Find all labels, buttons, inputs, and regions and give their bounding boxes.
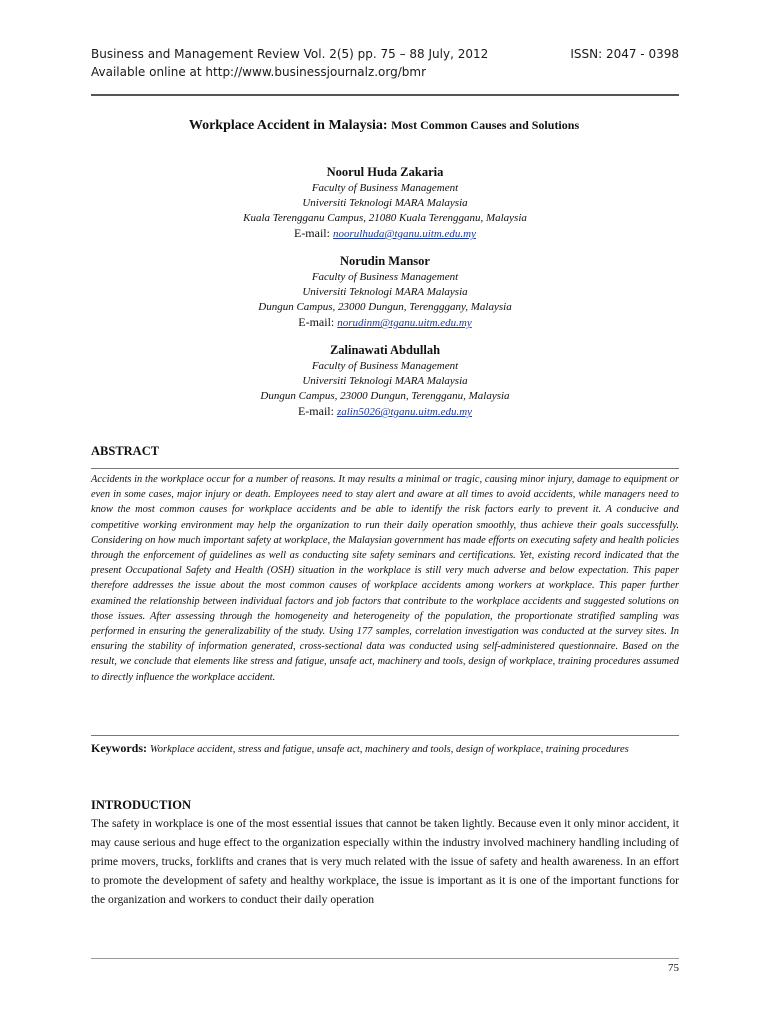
online-availability: Available online at http://www.businessjournalz.org/bmr	[91, 65, 427, 79]
author-name: Zalinawati Abdullah	[329, 343, 441, 357]
author-university: Universiti Teknologi MARA Malaysia	[302, 375, 468, 387]
email-label: E-mail:	[293, 226, 333, 240]
keywords-text: Workplace accident, stress and fatigue, unsafe act, machinery and tools, design of workplace, training procedures	[150, 744, 629, 755]
page-number: 75	[668, 962, 679, 974]
author-campus: Kuala Terengganu Campus, 21080 Kuala Terengganu, Malaysia	[243, 212, 527, 224]
author-faculty: Faculty of Business Management	[311, 182, 459, 194]
author-email-line	[91, 315, 679, 331]
header-rule	[91, 94, 679, 96]
email-label: E-mail:	[298, 315, 338, 329]
author-block	[91, 163, 679, 242]
journal-header	[91, 47, 679, 61]
keywords-label: Keywords:	[91, 741, 150, 755]
paper-title	[0, 118, 768, 134]
author-university: Universiti Teknologi MARA Malaysia	[302, 197, 468, 209]
author-email-line	[91, 404, 679, 420]
keywords	[91, 741, 679, 758]
author-faculty: Faculty of Business Management	[311, 360, 459, 372]
abstract-bottom-rule	[91, 735, 679, 736]
author-university: Universiti Teknologi MARA Malaysia	[302, 286, 468, 298]
abstract-heading: ABSTRACT	[91, 444, 160, 458]
author-name: Norudin Mansor	[340, 254, 430, 268]
author-name: Noorul Huda Zakaria	[326, 165, 444, 179]
author-email-link[interactable]: noorulhuda@tganu.uitm.edu.my	[332, 228, 477, 240]
author-email-link[interactable]: norudinm@tganu.uitm.edu.my	[337, 317, 472, 329]
introduction-text: The safety in workplace is one of the most essential issues that cannot be taken lightly. Because even it only minor accident, it may cause serious and huge effect to the organization especially within the industry involved machinery handling including of prime movers, trucks, forklifts and cranes that is very much related with the issue of safety and health awareness. In an effort to promote the development of safety and healthy workplace, the issue is important as it is one of the important functions for the organization and workers to conduct their daily operation	[91, 817, 679, 906]
title-main: Workplace Accident in Malaysia:	[188, 118, 392, 133]
footer-rule	[91, 958, 679, 959]
author-campus: Dungun Campus, 23000 Dungun, Terengggany, Malaysia	[258, 301, 512, 313]
author-block	[91, 341, 679, 420]
issn: ISSN: 2047 - 0398	[570, 47, 679, 61]
abstract-text: Accidents in the workplace occur for a number of reasons. It may results a minimal or tragic, causing minor injury, damage to equipment or even in some cases, major injury or death. Employees need to stay alert and aware at all times to avoid accidents, while managers need to know the most common causes for workplace accidents and be able to identify the risk factors early to prevent it. A conducive and competitive working environment may help the organization to run their daily operation smoothly, thus achieve their goals successfully. Considering on how much important safety at workplace, the Malaysian government has made efforts on executing safety and health policies through the enforcement of guidelines as well as conducting site safety seminars and certifications. Yet, existing record indicated that the present Occupational Safety and Health (OSH) situation in the workplace is still very much adverse and below expectation. This paper therefore addresses the issue about the most common causes of workplace accidents among workers at workplace. This paper further examined the relationship between individual factors and job factors that contribute to the workplace accidents and suggested solutions on those issues. After assessing through the homogeneity and heterogeneity of the population, the proportionate stratified sampling was performed in ensuring the generalizability of the study. Using 177 samples, correlation investigation was conducted at the survey sites. In ensuring the stability of information generated, cross-sectional data was conducted using self-administered questionnaire. Based on the result, we conclude that elements like stress and fatigue, unsafe act, machinery and tools, design of workplace, training procedures assumed to directly influence the workplace accident.	[91, 474, 679, 683]
email-label: E-mail:	[297, 404, 337, 418]
author-campus: Dungun Campus, 23000 Dungun, Terengganu, Malaysia	[260, 390, 510, 402]
title-subtitle: Most Common Causes and Solutions	[391, 118, 580, 132]
introduction-heading: INTRODUCTION	[91, 798, 192, 812]
author-faculty: Faculty of Business Management	[311, 271, 459, 283]
author-block	[91, 252, 679, 331]
journal-citation: Business and Management Review Vol. 2(5) pp. 75 – 88 July, 2012	[91, 47, 489, 61]
author-email-link[interactable]: zalin5026@tganu.uitm.edu.my	[336, 406, 473, 418]
abstract-top-rule	[91, 468, 679, 469]
author-email-line	[91, 226, 679, 242]
